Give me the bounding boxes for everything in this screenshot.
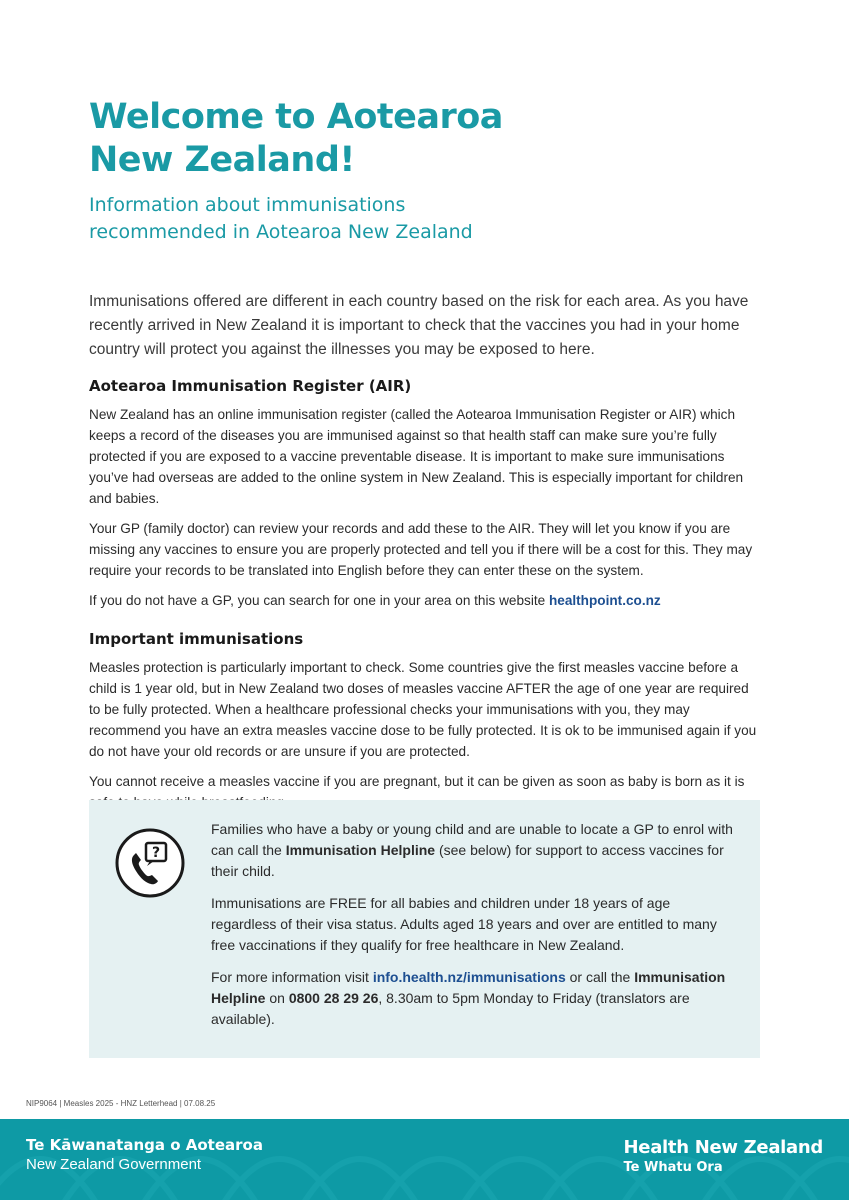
helpline-info-text <box>211 819 736 1041</box>
air-heading: Aotearoa Immunisation Register (AIR) <box>89 377 412 395</box>
info-health-link[interactable]: info.health.nz/immunisations <box>372 969 566 985</box>
helpline-p3-text: For more information visit <box>211 969 373 985</box>
health-nz-logo <box>624 1137 823 1176</box>
footer-banner <box>0 1119 849 1200</box>
title-line-2: New Zealand! <box>89 140 355 180</box>
helpline-hours: , 8.30am to 5pm Monday to Friday (translators are available). <box>211 990 690 1027</box>
document-reference: NIP9064 | Measles 2025 - HNZ Letterhead | 07.08.25 <box>26 1099 216 1108</box>
main-content <box>89 96 761 822</box>
title-line-1: Welcome to Aotearoa <box>89 97 503 137</box>
air-paragraph-3 <box>89 590 761 611</box>
helpline-name: Immunisation Helpline <box>285 842 436 858</box>
page-subtitle <box>89 192 761 246</box>
gov-maori-name: Te Kāwanatanga o Aotearoa <box>26 1136 263 1154</box>
important-paragraph-1: Measles protection is particularly important to check. Some countries give the first measles vaccine before a child is 1 year old, but in New Zealand two doses of measles vaccine AFTER the age of one year are required to be fully protected. When a healthcare professional checks your immunisations with you, they may recommend you have an extra measles vaccine dose to be fully protected. It is ok to be immunised again if you do not have your old records or are unsure if you are protected. <box>89 660 757 759</box>
helpline-info-box <box>89 800 760 1058</box>
helpline-phone-number: 0800 28 29 26 <box>288 990 379 1006</box>
phone-question-icon <box>114 827 186 899</box>
page-title <box>89 96 761 182</box>
helpline-p1-text-end: (see below) for support to access vaccines for their child. <box>211 842 724 879</box>
helpline-p3-text-3: on <box>265 990 289 1006</box>
helpline-paragraph-3 <box>211 967 736 1030</box>
air-paragraph-2: Your GP (family doctor) can review your records and add these to the AIR. They will let you know if you are missing any vaccines to ensure you are properly protected and tell you if there will be a cost for this. They may require your records to be translated into English before they can enter these on the system. <box>89 521 753 578</box>
hnz-maori-name: Te Whatu Ora <box>623 1160 723 1175</box>
intro-paragraph: Immunisations offered are different in each country based on the risk for each area. As you have recently arrived in New Zealand it is important to check that the vaccines you had in your home country will protect you against the illnesses you may be exposed to here. <box>89 293 749 358</box>
gov-english-name: New Zealand Government <box>26 1156 202 1173</box>
helpline-paragraph-1 <box>211 819 736 882</box>
healthpoint-link[interactable]: healthpoint.co.nz <box>548 593 661 608</box>
hnz-english-name: Health New Zealand <box>623 1137 823 1158</box>
nz-government-logo <box>26 1136 263 1175</box>
important-heading: Important immunisations <box>89 630 304 648</box>
helpline-p3-text-2: or call the <box>565 969 635 985</box>
subtitle-line-1: Information about immunisations <box>89 194 406 216</box>
subtitle-line-2: recommended in Aotearoa New Zealand <box>89 221 473 243</box>
svg-text:?: ? <box>151 845 161 861</box>
air-paragraph-3-text: If you do not have a GP, you can search for one in your area on this website <box>89 593 549 608</box>
helpline-p1-text: Families who have a baby or young child and are unable to locate a GP to enrol with can call the <box>211 821 733 858</box>
helpline-paragraph-2: Immunisations are FREE for all babies and children under 18 years of age regardless of their visa status. Adults aged 18 years and over are entitled to many free vaccinations if they qualify for free healthcare in New Zealand. <box>211 895 717 953</box>
helpline-name-2: Immunisation Helpline <box>211 969 726 1006</box>
important-paragraph-2: You cannot receive a measles vaccine if you are pregnant, but it can be given as soon as baby is born as it is <box>89 774 745 789</box>
air-paragraph-1: New Zealand has an online immunisation register (called the Aotearoa Immunisation Register or AIR) which keeps a record of the diseases you are immunised against so that health staff can make sure you’re fully protected if you are exposed to a vaccine preventable disease. It is important to make sure immunisations you’ve had overseas are added to the online system in New Zealand. This is especially important for children and babies. <box>89 407 744 506</box>
